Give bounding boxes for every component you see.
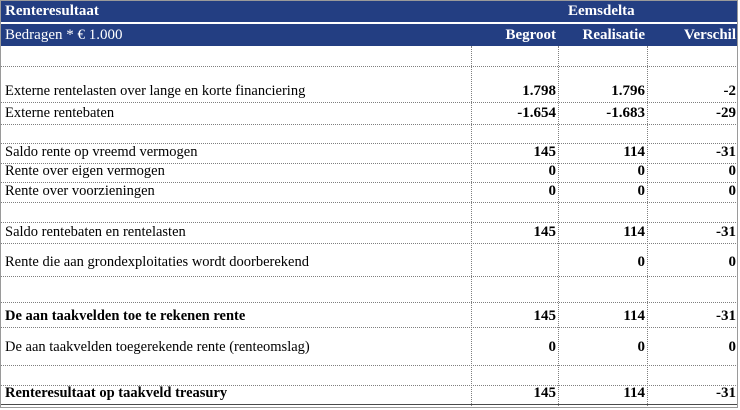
verschil-value: 0 <box>728 183 736 199</box>
realisatie-value: -1.683 <box>606 105 645 121</box>
column-header-realisatie: Realisatie <box>582 27 645 43</box>
verschil-value: -31 <box>716 308 736 324</box>
row-label: De aan taakvelden toe te rekenen rente <box>5 308 246 324</box>
begroot-value: 145 <box>533 144 556 160</box>
row-label: Externe rentebaten <box>5 105 115 121</box>
realisatie-value: 114 <box>623 224 645 240</box>
verschil-value: -2 <box>723 83 736 99</box>
table-bottom-border <box>1 404 738 405</box>
table-row-spacer <box>1 202 738 223</box>
column-header-begroot: Begroot <box>505 27 556 43</box>
begroot-value: 1.798 <box>522 83 556 99</box>
realisatie-value: 114 <box>623 385 645 401</box>
realisatie-value: 0 <box>637 254 645 270</box>
table-row <box>1 163 738 183</box>
row-label: Rente over voorzieningen <box>5 183 155 199</box>
realisatie-value: 1.796 <box>611 83 645 99</box>
begroot-value: -1.654 <box>517 105 556 121</box>
row-label: Saldo rentebaten en rentelasten <box>5 224 186 240</box>
begroot-value: 145 <box>533 385 556 401</box>
begroot-value: 0 <box>548 339 556 355</box>
table-row-spacer <box>1 47 738 67</box>
verschil-value: -31 <box>716 224 736 240</box>
row-label: Rente die aan grondexploitaties wordt doorberekend <box>5 254 309 270</box>
realisatie-value: 0 <box>637 183 645 199</box>
table-row-spacer <box>1 276 738 303</box>
amount-unit-label: Bedragen * € 1.000 <box>5 27 123 43</box>
table-row <box>1 243 738 277</box>
table-row <box>1 102 738 125</box>
table-row-subtotal <box>1 302 738 328</box>
row-label: Rente over eigen vermogen <box>5 163 165 179</box>
table-row <box>1 182 738 203</box>
begroot-value: 0 <box>548 163 556 179</box>
table-row <box>1 66 738 103</box>
realisatie-value: 0 <box>637 163 645 179</box>
verschil-value: -29 <box>716 105 736 121</box>
column-header-verschil: Verschil <box>684 27 736 43</box>
table-row-total <box>1 385 738 404</box>
verschil-value: 0 <box>728 254 736 270</box>
row-label: Saldo rente op vreemd vermogen <box>5 144 198 160</box>
table-title: Renteresultaat <box>5 3 99 19</box>
verschil-value: -31 <box>716 144 736 160</box>
municipality-group-label: Eemsdelta <box>568 3 635 19</box>
realisatie-value: 114 <box>623 308 645 324</box>
table-header-columns-row <box>1 24 738 46</box>
table-row-spacer <box>1 365 738 386</box>
row-label: Externe rentelasten over lange en korte financiering <box>5 83 306 99</box>
table-header-title-row <box>1 1 738 22</box>
table-row <box>1 327 738 366</box>
realisatie-value: 114 <box>623 144 645 160</box>
verschil-value: 0 <box>728 163 736 179</box>
begroot-value: 0 <box>548 183 556 199</box>
table-row <box>1 222 738 244</box>
verschil-value: -31 <box>716 385 736 401</box>
row-label: De aan taakvelden toegerekende rente (renteomslag) <box>5 339 310 355</box>
verschil-value: 0 <box>728 339 736 355</box>
table-row-spacer <box>1 124 738 144</box>
row-label: Renteresultaat op taakveld treasury <box>5 385 228 401</box>
begroot-value: 145 <box>533 308 556 324</box>
table-row <box>1 143 738 164</box>
begroot-value: 145 <box>533 224 556 240</box>
realisatie-value: 0 <box>637 339 645 355</box>
